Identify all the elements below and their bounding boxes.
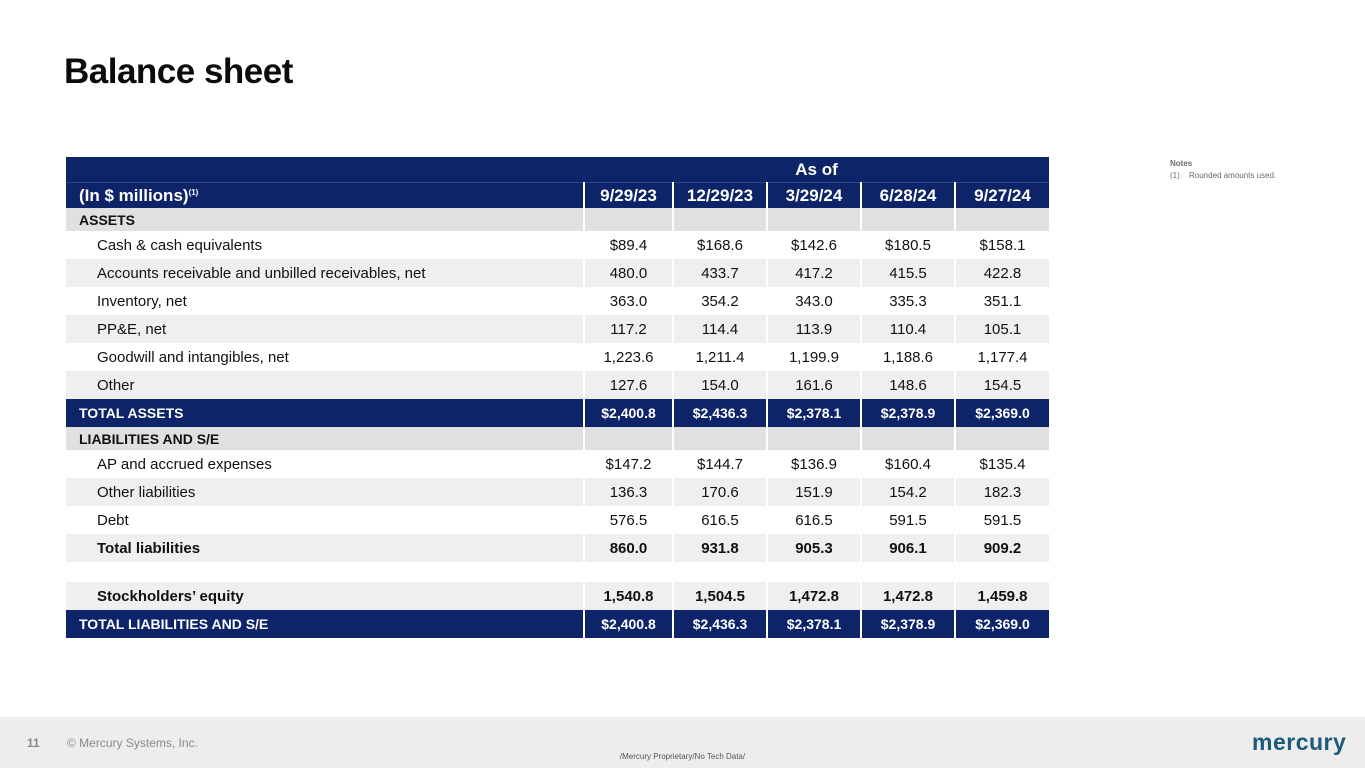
value-cell: 127.6 xyxy=(584,371,673,399)
units-label-cell xyxy=(66,183,584,209)
liability-row-label: Debt xyxy=(66,506,584,534)
value-cell: 136.3 xyxy=(584,478,673,506)
date-header: 9/29/23 xyxy=(584,183,673,209)
value-cell: 182.3 xyxy=(955,478,1049,506)
value-cell: 335.3 xyxy=(861,287,955,315)
total-assets-row xyxy=(66,399,1049,427)
liabilities-heading-row xyxy=(66,427,1049,450)
balance-sheet-table xyxy=(66,157,1049,638)
liability-row xyxy=(66,506,1049,534)
value-cell: 1,199.9 xyxy=(767,343,861,371)
value-cell: $2,369.0 xyxy=(955,399,1049,427)
notes-heading: Notes xyxy=(1170,159,1193,168)
value-cell: 422.8 xyxy=(955,259,1049,287)
value-cell: 154.5 xyxy=(955,371,1049,399)
value-cell: 591.5 xyxy=(955,506,1049,534)
value-cell: $144.7 xyxy=(673,450,767,478)
total-liabilities-row xyxy=(66,534,1049,562)
value-cell: 1,211.4 xyxy=(673,343,767,371)
value-cell: 415.5 xyxy=(861,259,955,287)
value-cell: $168.6 xyxy=(673,231,767,259)
total-liabilities-row-label: Total liabilities xyxy=(66,534,584,562)
value-cell: $2,378.9 xyxy=(861,610,955,638)
value-cell: $136.9 xyxy=(767,450,861,478)
liability-row xyxy=(66,450,1049,478)
value-cell: 1,540.8 xyxy=(584,582,673,610)
value-cell: 1,223.6 xyxy=(584,343,673,371)
value-cell: $2,378.9 xyxy=(861,399,955,427)
value-cell: 1,177.4 xyxy=(955,343,1049,371)
asset-row-label: Goodwill and intangibles, net xyxy=(66,343,584,371)
asset-row-label: PP&E, net xyxy=(66,315,584,343)
empty-cell xyxy=(584,208,673,231)
note-item xyxy=(1170,170,1276,182)
mercury-logo: mercury xyxy=(1252,729,1347,755)
as-of-header-row xyxy=(66,157,1049,183)
value-cell: $2,369.0 xyxy=(955,610,1049,638)
asset-row xyxy=(66,231,1049,259)
total-assets-row-label: TOTAL ASSETS xyxy=(66,399,584,427)
value-cell: $2,436.3 xyxy=(673,610,767,638)
footer xyxy=(0,717,1365,768)
stockholders-equity-row-label: Stockholders’ equity xyxy=(66,582,584,610)
empty-cell xyxy=(861,427,955,450)
value-cell: $180.5 xyxy=(861,231,955,259)
value-cell: 351.1 xyxy=(955,287,1049,315)
page-number: 11 xyxy=(27,736,40,750)
date-header: 6/28/24 xyxy=(861,183,955,209)
value-cell: 860.0 xyxy=(584,534,673,562)
value-cell: $2,400.8 xyxy=(584,610,673,638)
asset-row-label: Accounts receivable and unbilled receivables, net xyxy=(66,259,584,287)
empty-cell xyxy=(673,208,767,231)
value-cell: 591.5 xyxy=(861,506,955,534)
empty-cell xyxy=(955,427,1049,450)
value-cell: 1,504.5 xyxy=(673,582,767,610)
value-cell: 114.4 xyxy=(673,315,767,343)
value-cell: $89.4 xyxy=(584,231,673,259)
assets-heading-row xyxy=(66,208,1049,231)
classification-label: /Mercury Proprietary/No Tech Data/ xyxy=(619,752,746,761)
value-cell: 148.6 xyxy=(861,371,955,399)
value-cell: $135.4 xyxy=(955,450,1049,478)
value-cell: 909.2 xyxy=(955,534,1049,562)
empty-cell xyxy=(767,208,861,231)
empty-cell xyxy=(955,208,1049,231)
value-cell: 363.0 xyxy=(584,287,673,315)
value-cell: 433.7 xyxy=(673,259,767,287)
spacer-row xyxy=(66,562,1049,582)
value-cell: 616.5 xyxy=(673,506,767,534)
value-cell: $2,400.8 xyxy=(584,399,673,427)
asset-row-label: Other xyxy=(66,371,584,399)
value-cell: 170.6 xyxy=(673,478,767,506)
value-cell: $2,378.1 xyxy=(767,399,861,427)
empty-cell xyxy=(861,208,955,231)
asset-row-label: Inventory, net xyxy=(66,287,584,315)
as-of-label: As of xyxy=(584,157,1049,183)
value-cell: 151.9 xyxy=(767,478,861,506)
value-cell: $142.6 xyxy=(767,231,861,259)
value-cell: 906.1 xyxy=(861,534,955,562)
value-cell: 154.2 xyxy=(861,478,955,506)
value-cell: $160.4 xyxy=(861,450,955,478)
empty-cell xyxy=(584,427,673,450)
asset-row xyxy=(66,343,1049,371)
liability-row-label: AP and accrued expenses xyxy=(66,450,584,478)
value-cell: 154.0 xyxy=(673,371,767,399)
liabilities-heading-row-label: LIABILITIES AND S/E xyxy=(66,427,584,450)
date-header: 3/29/24 xyxy=(767,183,861,209)
value-cell: 1,459.8 xyxy=(955,582,1049,610)
asset-row xyxy=(66,315,1049,343)
value-cell: 616.5 xyxy=(767,506,861,534)
empty-cell xyxy=(767,427,861,450)
date-header: 9/27/24 xyxy=(955,183,1049,209)
page-title: Balance sheet xyxy=(64,52,293,91)
notes xyxy=(1170,158,1276,182)
total-liabilities-se-row xyxy=(66,610,1049,638)
liability-row xyxy=(66,478,1049,506)
units-label: (In $ millions) xyxy=(79,185,189,205)
value-cell: $147.2 xyxy=(584,450,673,478)
liability-row-label: Other liabilities xyxy=(66,478,584,506)
value-cell: 105.1 xyxy=(955,315,1049,343)
value-cell: 110.4 xyxy=(861,315,955,343)
column-header-row xyxy=(66,183,1049,209)
note-text: Rounded amounts used. xyxy=(1189,171,1277,180)
asset-row xyxy=(66,259,1049,287)
value-cell: $158.1 xyxy=(955,231,1049,259)
units-footnote: (1) xyxy=(188,187,199,197)
value-cell: 343.0 xyxy=(767,287,861,315)
value-cell: 1,188.6 xyxy=(861,343,955,371)
value-cell: $2,378.1 xyxy=(767,610,861,638)
value-cell: 417.2 xyxy=(767,259,861,287)
note-number: (1) xyxy=(1170,171,1180,180)
total-liabilities-se-row-label: TOTAL LIABILITIES AND S/E xyxy=(66,610,584,638)
value-cell: 480.0 xyxy=(584,259,673,287)
value-cell: 1,472.8 xyxy=(861,582,955,610)
value-cell: 354.2 xyxy=(673,287,767,315)
asset-row xyxy=(66,287,1049,315)
value-cell: 117.2 xyxy=(584,315,673,343)
copyright: © Mercury Systems, Inc. xyxy=(67,736,198,750)
assets-heading-row-label: ASSETS xyxy=(66,208,584,231)
value-cell: 1,472.8 xyxy=(767,582,861,610)
date-header: 12/29/23 xyxy=(673,183,767,209)
empty-cell xyxy=(673,427,767,450)
value-cell: $2,436.3 xyxy=(673,399,767,427)
stockholders-equity-row xyxy=(66,582,1049,610)
value-cell: 161.6 xyxy=(767,371,861,399)
value-cell: 931.8 xyxy=(673,534,767,562)
value-cell: 905.3 xyxy=(767,534,861,562)
asset-row-label: Cash & cash equivalents xyxy=(66,231,584,259)
value-cell: 113.9 xyxy=(767,315,861,343)
asset-row xyxy=(66,371,1049,399)
value-cell: 576.5 xyxy=(584,506,673,534)
